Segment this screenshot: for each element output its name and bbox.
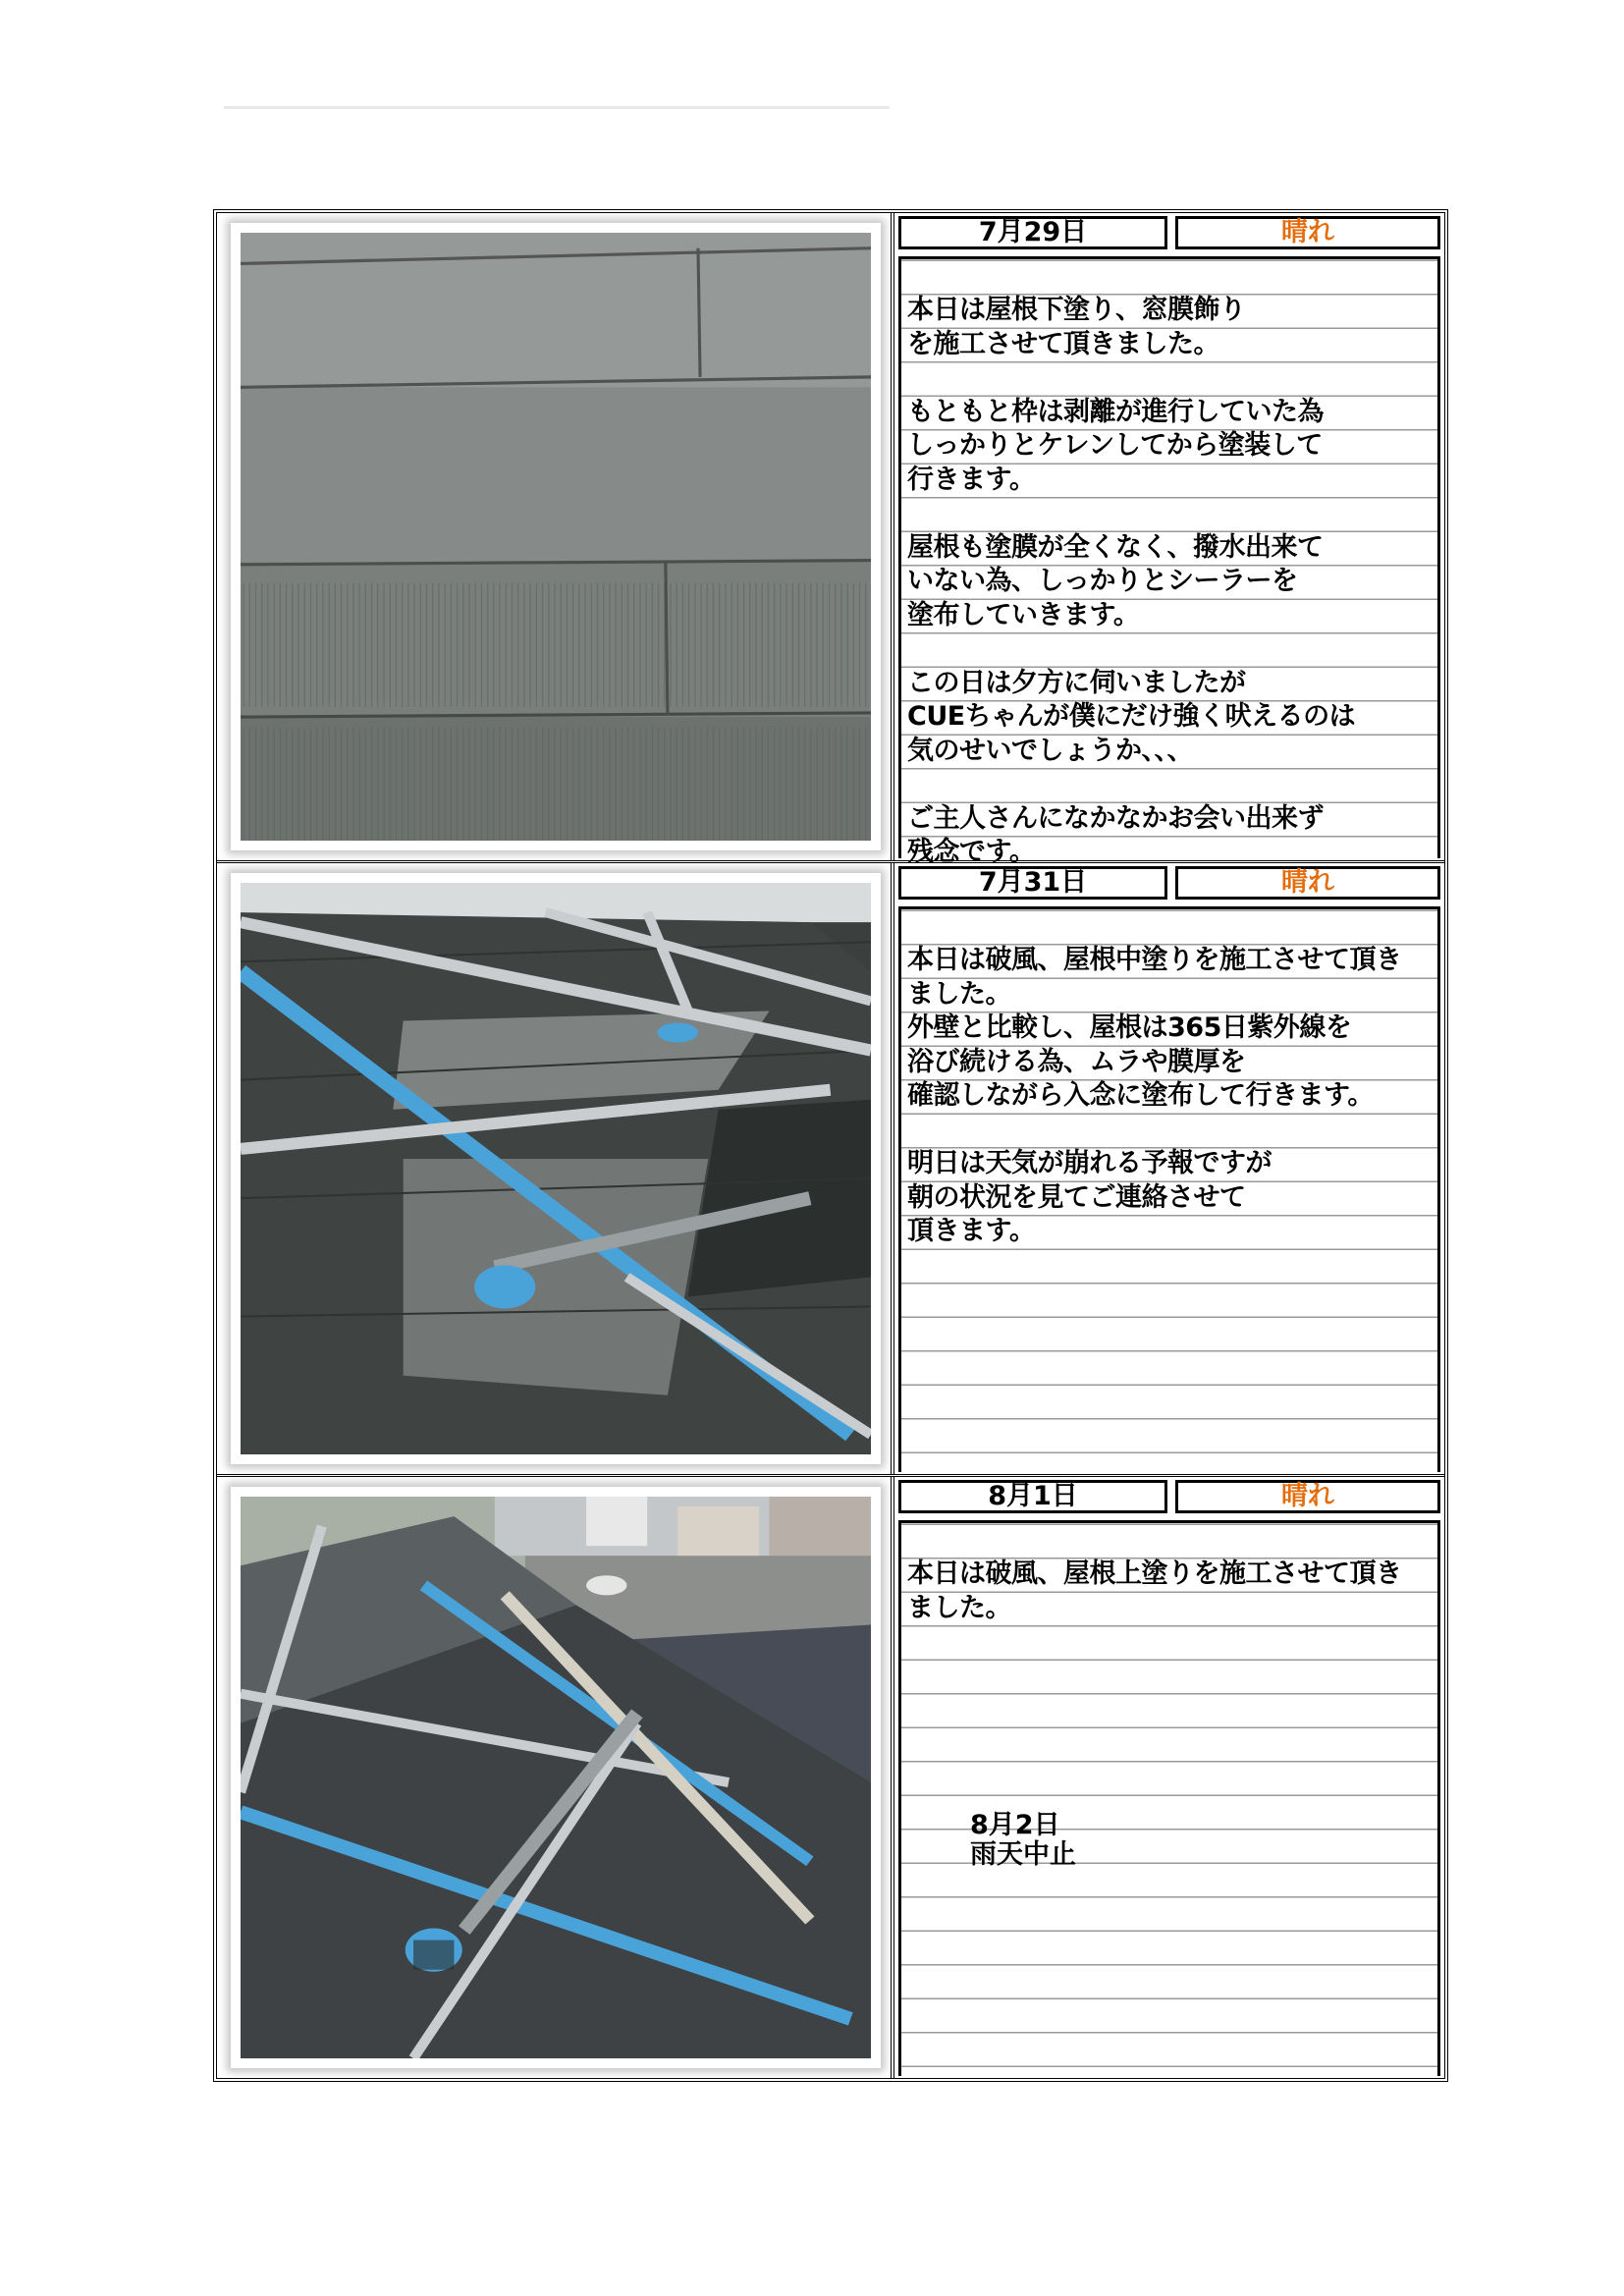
ruled-lines	[898, 1520, 1440, 2076]
text-cell	[894, 863, 1444, 1474]
report-row-1	[217, 213, 1444, 867]
text-cell	[894, 1477, 1444, 2078]
entry-date: 8月1日	[898, 1480, 1167, 1513]
entry-text: 本日は屋根下塗り、窓膜飾り を施工させて頂きました。 もともと枠は剥離が進行していた為 しっかりとケレンしてから塗装して 行きます。 屋根も塗膜が全くなく、撥水出来て いない為、しっかりとシーラーを 塗布していきます。 この日は夕方に伺いましたが CUEちゃんが僕にだけ強く吠えるのは 気のせいでしょうか、、、 ご主人さんになかなかお会い出来ず 残念です。	[907, 295, 1356, 867]
ruled-lines	[898, 256, 1440, 867]
ruled-lines	[898, 906, 1440, 1472]
entry-date: 7月31日	[898, 866, 1167, 900]
photo-cell	[217, 863, 894, 1474]
roof-scaffold-town-photo	[231, 1487, 881, 2068]
photo-cell	[217, 1477, 894, 2078]
entry-weather: 晴れ	[1175, 866, 1440, 900]
roof-tiles-photo	[231, 223, 881, 850]
construction-report-table	[213, 209, 1448, 2082]
photo-cell	[217, 213, 894, 860]
top-divider-line	[224, 106, 890, 109]
entry-text: 本日は破風、屋根上塗りを施工させて頂き ました。	[907, 1558, 1402, 1623]
roof-tiles-closeup-image	[241, 233, 871, 841]
text-cell	[894, 213, 1444, 867]
entry-header	[894, 863, 1444, 902]
entry-date: 7月29日	[898, 216, 1167, 249]
entry-text: 本日は破風、屋根中塗りを施工させて頂き ました。 外壁と比較し、屋根は365日紫外線を 浴び続ける為、ムラや膜厚を 確認しながら入念に塗布して行きます。 明日は天気が崩れる予報ですが 朝の状況を見てご連絡させて 頂きます。	[907, 945, 1402, 1246]
entry-weather: 晴れ	[1175, 216, 1440, 249]
roof-scaffold-photo	[231, 873, 881, 1464]
roof-scaffold-image	[241, 883, 871, 1454]
entry-header	[894, 1477, 1444, 1516]
rain-cancel-note: 8月2日 雨天中止	[970, 1810, 1076, 1870]
report-row-3	[217, 1474, 1444, 2078]
entry-weather: 晴れ	[1175, 1480, 1440, 1513]
report-row-2	[217, 860, 1444, 1474]
entry-header	[894, 213, 1444, 252]
roof-scaffold-town-image	[241, 1497, 871, 2058]
